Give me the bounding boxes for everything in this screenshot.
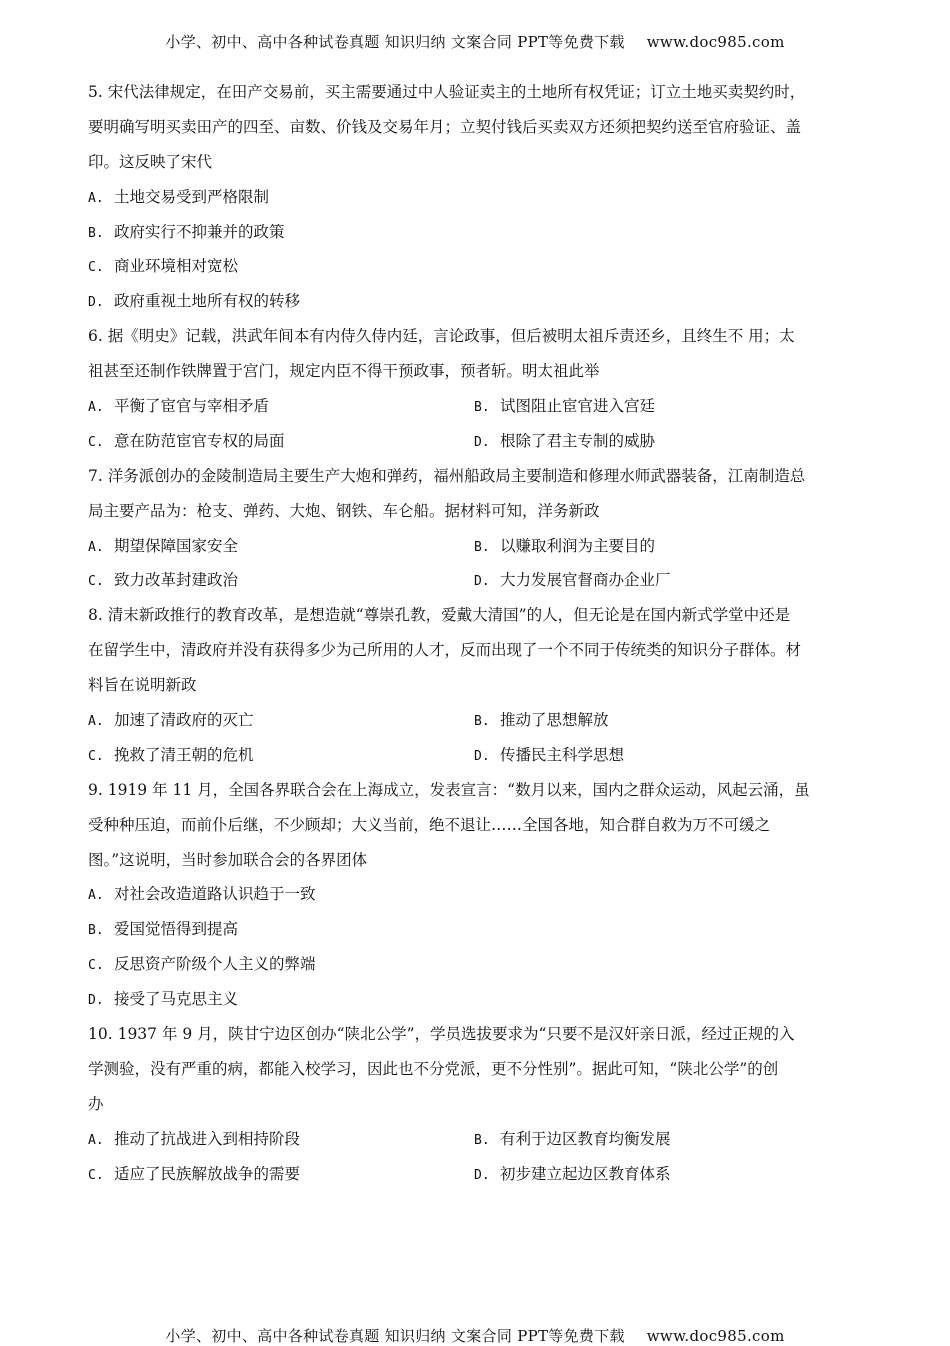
option-text: 土地交易受到严格限制 bbox=[114, 187, 270, 206]
option-c: C. 适应了民族解放战争的需要 bbox=[88, 1164, 301, 1183]
question-stem-line: 8. 清末新政推行的教育改革，是想造就“尊崇孔教，爱戴大清国”的人，但无论是在国内新式学堂中还是 bbox=[88, 606, 791, 625]
option-text: 政府重视土地所有权的转移 bbox=[114, 292, 301, 311]
question-stem-line: 9. 1919 年 11 月，全国各界联合会在上海成立，发表宣言：“数月以来，国内之群众运动，风起云涌，虽 bbox=[88, 780, 810, 799]
option-text: 试图阻止宦官进入宫廷 bbox=[500, 397, 656, 416]
option-text: 推动了抗战进入到相持阶段 bbox=[114, 1129, 301, 1148]
option-text: 政府实行不抑兼并的政策 bbox=[114, 222, 285, 241]
option-a: A. 期望保障国家安全 bbox=[88, 536, 239, 555]
option-text: 对社会改造道路认识趋于一致 bbox=[114, 885, 316, 904]
option-text: 致力改革封建政治 bbox=[114, 571, 239, 590]
options-row bbox=[88, 1162, 860, 1197]
question-stem-line: 办 bbox=[88, 1094, 104, 1113]
options-row bbox=[88, 429, 860, 464]
option-text: 适应了民族解放战争的需要 bbox=[114, 1164, 301, 1183]
options-row bbox=[88, 1127, 860, 1162]
option-d: D. 传播民主科学思想 bbox=[474, 745, 625, 764]
option-c: C. 致力改革封建政治 bbox=[88, 571, 239, 590]
question-stem-line: 7. 洋务派创办的金陵制造局主要生产大炮和弹药，福州船政局主要制造和修理水师武器装备，江南制造总 bbox=[88, 466, 806, 485]
option-text: 反思资产阶级个人主义的弊端 bbox=[114, 955, 316, 974]
question-stem-line: 学测验，没有严重的病，都能入校学习，因此也不分党派，更不分性别”。据此可知，“陕北公学”的创 bbox=[88, 1059, 779, 1078]
options-row bbox=[88, 708, 860, 743]
question-stem-line: 要明确写明买卖田产的四至、亩数、价钱及交易年月；立契付钱后买卖双方还须把契约送至官府验证、盖 bbox=[88, 117, 802, 136]
option-text: 爱国觉悟得到提高 bbox=[114, 920, 239, 939]
option-d: D. 接受了马克思主义 bbox=[88, 990, 239, 1009]
page-header bbox=[0, 31, 950, 52]
header-url[interactable]: www.doc985.com bbox=[646, 33, 785, 51]
option-a: A. 加速了清政府的灭亡 bbox=[88, 711, 254, 730]
option-text: 平衡了宦官与宰相矛盾 bbox=[114, 397, 270, 416]
option-text: 大力发展官督商办企业厂 bbox=[500, 571, 671, 590]
option-b: B. 有利于边区教育均衡发展 bbox=[474, 1129, 671, 1148]
question-stem-line: 10. 1937 年 9 月，陕甘宁边区创办“陕北公学”，学员选拔要求为“只要不是汉奸亲日派，经过正规的入 bbox=[88, 1025, 795, 1044]
question-6 bbox=[88, 324, 860, 464]
option-d: D. 大力发展官督商办企业厂 bbox=[474, 571, 671, 590]
option-c: C. 商业环境相对宽松 bbox=[88, 257, 239, 276]
footer-text: 小学、初中、高中各种试卷真题 知识归纳 文案合同 PPT等免费下载 bbox=[165, 1327, 625, 1345]
option-text: 有利于边区教育均衡发展 bbox=[500, 1129, 671, 1148]
option-text: 期望保障国家安全 bbox=[114, 536, 239, 555]
question-9 bbox=[88, 778, 860, 1022]
option-a: A. 对社会改造道路认识趋于一致 bbox=[88, 885, 316, 904]
question-stem-line: 祖甚至还制作铁牌置于宫门，规定内臣不得干预政事，预者斩。明太祖此举 bbox=[88, 362, 600, 381]
question-stem-line: 6. 据《明史》记载，洪武年间本有内侍久侍内廷，言论政事，但后被明太祖斥责还乡，且终生不 用；太 bbox=[88, 327, 795, 346]
option-text: 接受了马克思主义 bbox=[114, 990, 239, 1009]
question-stem-line: 局主要产品为：枪支、弹药、大炮、钢铁、车仑船。据材料可知，洋务新政 bbox=[88, 501, 600, 520]
footer-url[interactable]: www.doc985.com bbox=[646, 1327, 785, 1345]
question-stem-line: 料旨在说明新政 bbox=[88, 676, 197, 695]
option-a: A. 土地交易受到严格限制 bbox=[88, 187, 270, 206]
option-text: 以赚取利润为主要目的 bbox=[500, 536, 656, 555]
option-a: A. 推动了抗战进入到相持阶段 bbox=[88, 1129, 301, 1148]
option-text: 加速了清政府的灭亡 bbox=[114, 711, 254, 730]
option-text: 挽救了清王朝的危机 bbox=[114, 745, 254, 764]
option-text: 商业环境相对宽松 bbox=[114, 257, 239, 276]
option-c: C. 挽救了清王朝的危机 bbox=[88, 745, 254, 764]
header-text: 小学、初中、高中各种试卷真题 知识归纳 文案合同 PPT等免费下载 bbox=[165, 33, 625, 51]
option-text: 根除了君主专制的威胁 bbox=[500, 431, 656, 450]
question-7 bbox=[88, 464, 860, 604]
question-8 bbox=[88, 603, 860, 777]
option-b: B. 爱国觉悟得到提高 bbox=[88, 920, 239, 939]
option-b: B. 试图阻止宦官进入宫廷 bbox=[474, 397, 656, 416]
question-stem-line: 在留学生中，清政府并没有获得多少为己所用的人才，反而出现了一个不同于传统类的知识分子群体。材 bbox=[88, 641, 802, 660]
question-10 bbox=[88, 1022, 860, 1196]
option-b: B. 政府实行不抑兼并的政策 bbox=[88, 222, 285, 241]
options-row bbox=[88, 394, 860, 429]
option-c: C. 反思资产阶级个人主义的弊端 bbox=[88, 955, 316, 974]
options-row bbox=[88, 743, 860, 778]
question-stem-line: 5. 宋代法律规定，在田产交易前，买主需要通过中人验证卖主的土地所有权凭证；订立土地买卖契约时， bbox=[88, 83, 806, 101]
option-c: C. 意在防范宦官专权的局面 bbox=[88, 431, 285, 450]
question-stem-line: 受种种压迫，而前仆后继，不少顾却；大义当前，绝不退让……全国各地，知合群自救为万不可缓之 bbox=[88, 815, 771, 834]
option-d: D. 政府重视土地所有权的转移 bbox=[88, 292, 301, 311]
question-5 bbox=[88, 80, 860, 324]
option-text: 传播民主科学思想 bbox=[500, 745, 625, 764]
option-d: D. 根除了君主专制的威胁 bbox=[474, 431, 656, 450]
question-content bbox=[88, 80, 860, 1197]
options-row bbox=[88, 568, 860, 603]
question-stem-line: 印。这反映了宋代 bbox=[88, 152, 213, 171]
option-text: 初步建立起边区教育体系 bbox=[500, 1164, 671, 1183]
option-a: A. 平衡了宦官与宰相矛盾 bbox=[88, 397, 270, 416]
option-b: B. 推动了思想解放 bbox=[474, 711, 609, 730]
option-text: 推动了思想解放 bbox=[500, 711, 609, 730]
option-d: D. 初步建立起边区教育体系 bbox=[474, 1164, 671, 1183]
question-stem-line: 图。”这说明，当时参加联合会的各界团体 bbox=[88, 850, 368, 869]
option-text: 意在防范宦官专权的局面 bbox=[114, 431, 285, 450]
page-footer bbox=[0, 1325, 950, 1346]
option-b: B. 以赚取利润为主要目的 bbox=[474, 536, 656, 555]
options-row bbox=[88, 534, 860, 569]
